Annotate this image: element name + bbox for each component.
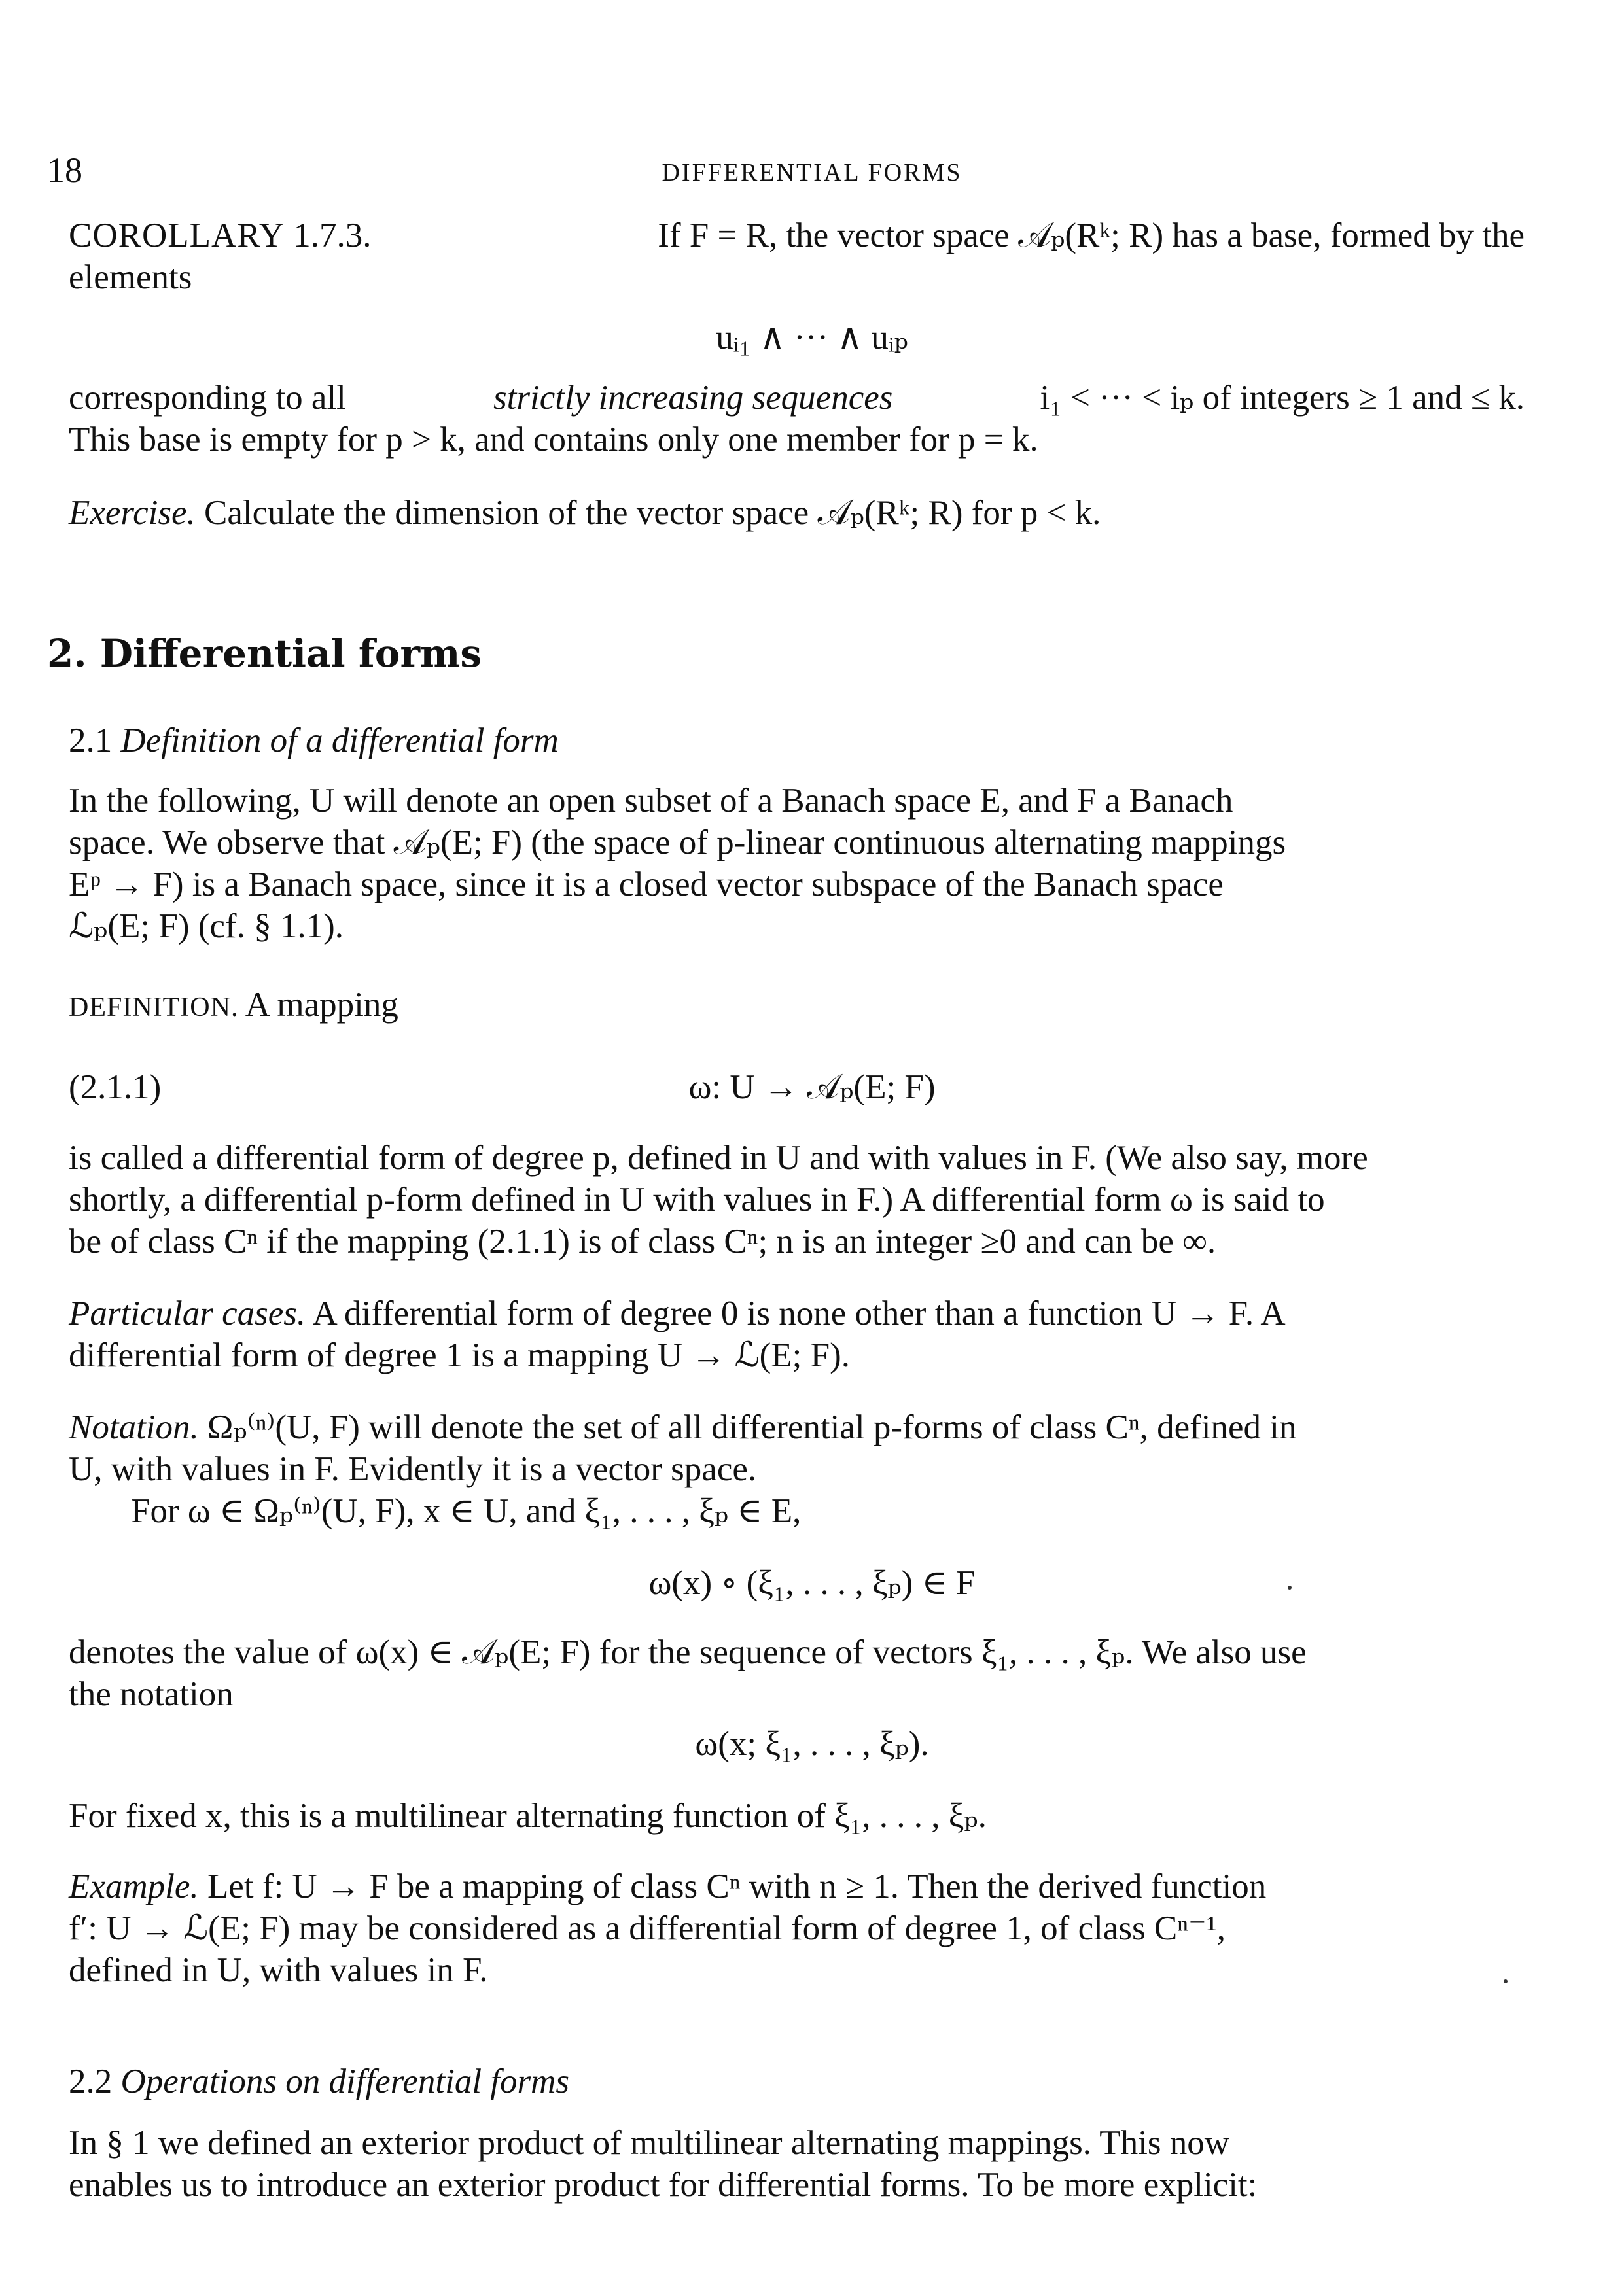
- corollary-text-1: If F = R, the vector space 𝒜ₚ(Rᵏ; R) has a base, formed by the: [658, 217, 1525, 254]
- para-2-1-line-3: Eᵖ → F) is a Banach space, since it is a closed vector subspace of the Banach space: [69, 865, 1224, 903]
- notation-text-1: Ωₚ⁽ⁿ⁾(U, F) will denote the set of all differential p-forms of class Cⁿ, defined in: [207, 1408, 1297, 1446]
- notation-line-1: [69, 1406, 1525, 1448]
- notation-text-2: U, with values in F. Evidently it is a vector space.: [69, 1450, 757, 1488]
- exercise-text: Calculate the dimension of the vector space 𝒜ₚ(Rᵏ; R) for p < k.: [203, 494, 1101, 532]
- corollary-label: COROLLARY: [69, 217, 285, 254]
- equation-number: (2.1.1): [69, 1068, 162, 1106]
- denotes-line-2: the notation: [69, 1675, 234, 1713]
- particular-text-1: A differential form of degree 0 is none other than a function U → F. A: [312, 1295, 1286, 1332]
- particular-cases-line-1: [69, 1293, 1525, 1334]
- subsection-2-1-number: 2.1: [69, 722, 113, 759]
- example-line-1: [69, 1866, 1525, 1907]
- particular-text-2: differential form of degree 1 is a mapping U → ℒ(E; F).: [69, 1336, 851, 1374]
- after-line-1: is called a differential form of degree p, defined in U and with values in F. (We also say, more: [69, 1139, 1368, 1177]
- subsection-2-2-title: [69, 2061, 569, 2102]
- stray-dot: [1288, 1586, 1292, 1590]
- example-text-1: Let f: U → F be a mapping of class Cⁿ with n ≥ 1. Then the derived function: [207, 1868, 1267, 1905]
- corollary-text-3c: i₁ < ··· < iₚ of integers ≥ 1 and ≤ k.: [1040, 379, 1525, 417]
- equation-2-1-1: ω: U → 𝒜ₚ(E; F): [688, 1068, 936, 1106]
- exercise: [69, 492, 1101, 534]
- corollary-line-3: [69, 377, 1525, 419]
- subsection-2-1-title: [69, 720, 559, 761]
- definition-label: DEFINITION.: [69, 992, 239, 1022]
- subsection-2-2-number: 2.2: [69, 2062, 113, 2100]
- corollary-text-3a: corresponding to all: [69, 379, 346, 417]
- after-line-2: shortly, a differential p-form defined in U with values in F.) A differential form ω is said to: [69, 1181, 1325, 1219]
- after-line-3: be of class Cⁿ if the mapping (2.1.1) is of class Cⁿ; n is an integer ≥0 and can be ∞.: [69, 1223, 1216, 1261]
- exercise-label: Exercise.: [69, 494, 196, 532]
- notation-text-3: For ω ∈ Ωₚ⁽ⁿ⁾(U, F), x ∈ U, and ξ₁, . . . , ξₚ ∈ E,: [131, 1492, 802, 1530]
- para-2-2-line-1: In § 1 we defined an exterior product of multilinear alternating mappings. This now: [69, 2124, 1230, 2162]
- subsection-2-2-text: Operations on differential forms: [120, 2062, 570, 2100]
- example-text-3: defined in U, with values in F.: [69, 1951, 488, 1989]
- definition: [69, 984, 398, 1028]
- subsection-2-1-text: Definition of a differential form: [120, 722, 559, 759]
- para-2-1-line-2: space. We observe that 𝒜ₚ(E; F) (the space of p-linear continuous alternating mappings: [69, 824, 1286, 861]
- example-label: Example.: [69, 1868, 199, 1905]
- corollary-text-2: elements: [69, 258, 192, 296]
- section-title: 2. Differential forms: [47, 631, 482, 676]
- stray-dot: [1504, 1979, 1508, 1983]
- running-title: DIFFERENTIAL FORMS: [662, 159, 962, 186]
- para-2-1-line-1: In the following, U will denote an open subset of a Banach space E, and F a Banach: [69, 782, 1233, 820]
- particular-label: Particular cases.: [69, 1295, 306, 1332]
- definition-text: A mapping: [245, 986, 398, 1024]
- para-2-2-line-2: enables us to introduce an exterior product for differential forms. To be more explicit:: [69, 2166, 1258, 2204]
- notation-label: Notation.: [69, 1408, 199, 1446]
- corollary-formula: uᵢ₁ ∧ ··· ∧ uᵢₚ: [716, 319, 908, 357]
- formula-value: ω(x) ∘ (ξ₁, . . . , ξₚ) ∈ F: [648, 1564, 976, 1602]
- denotes-line-1: denotes the value of ω(x) ∈ 𝒜ₚ(E; F) for the sequence of vectors ξ₁, . . . , ξₚ. We also use: [69, 1633, 1307, 1671]
- corollary-number: 1.7.3.: [293, 217, 372, 254]
- page-number: 18: [47, 150, 82, 190]
- formula-notation: ω(x; ξ₁, . . . , ξₚ).: [695, 1725, 929, 1763]
- para-2-1-line-4: ℒₚ(E; F) (cf. § 1.1).: [69, 907, 344, 945]
- corollary-text-4: This base is empty for p > k, and contains only one member for p = k.: [69, 421, 1038, 459]
- corollary-line-1: [69, 215, 1525, 256]
- corollary-emphasis: strictly increasing sequences: [493, 379, 893, 417]
- example-text-2: f′: U → ℒ(E; F) may be considered as a differential form of degree 1, of class Cⁿ⁻¹,: [69, 1909, 1226, 1947]
- fixed-x-line: For fixed x, this is a multilinear alternating function of ξ₁, . . . , ξₚ.: [69, 1797, 987, 1835]
